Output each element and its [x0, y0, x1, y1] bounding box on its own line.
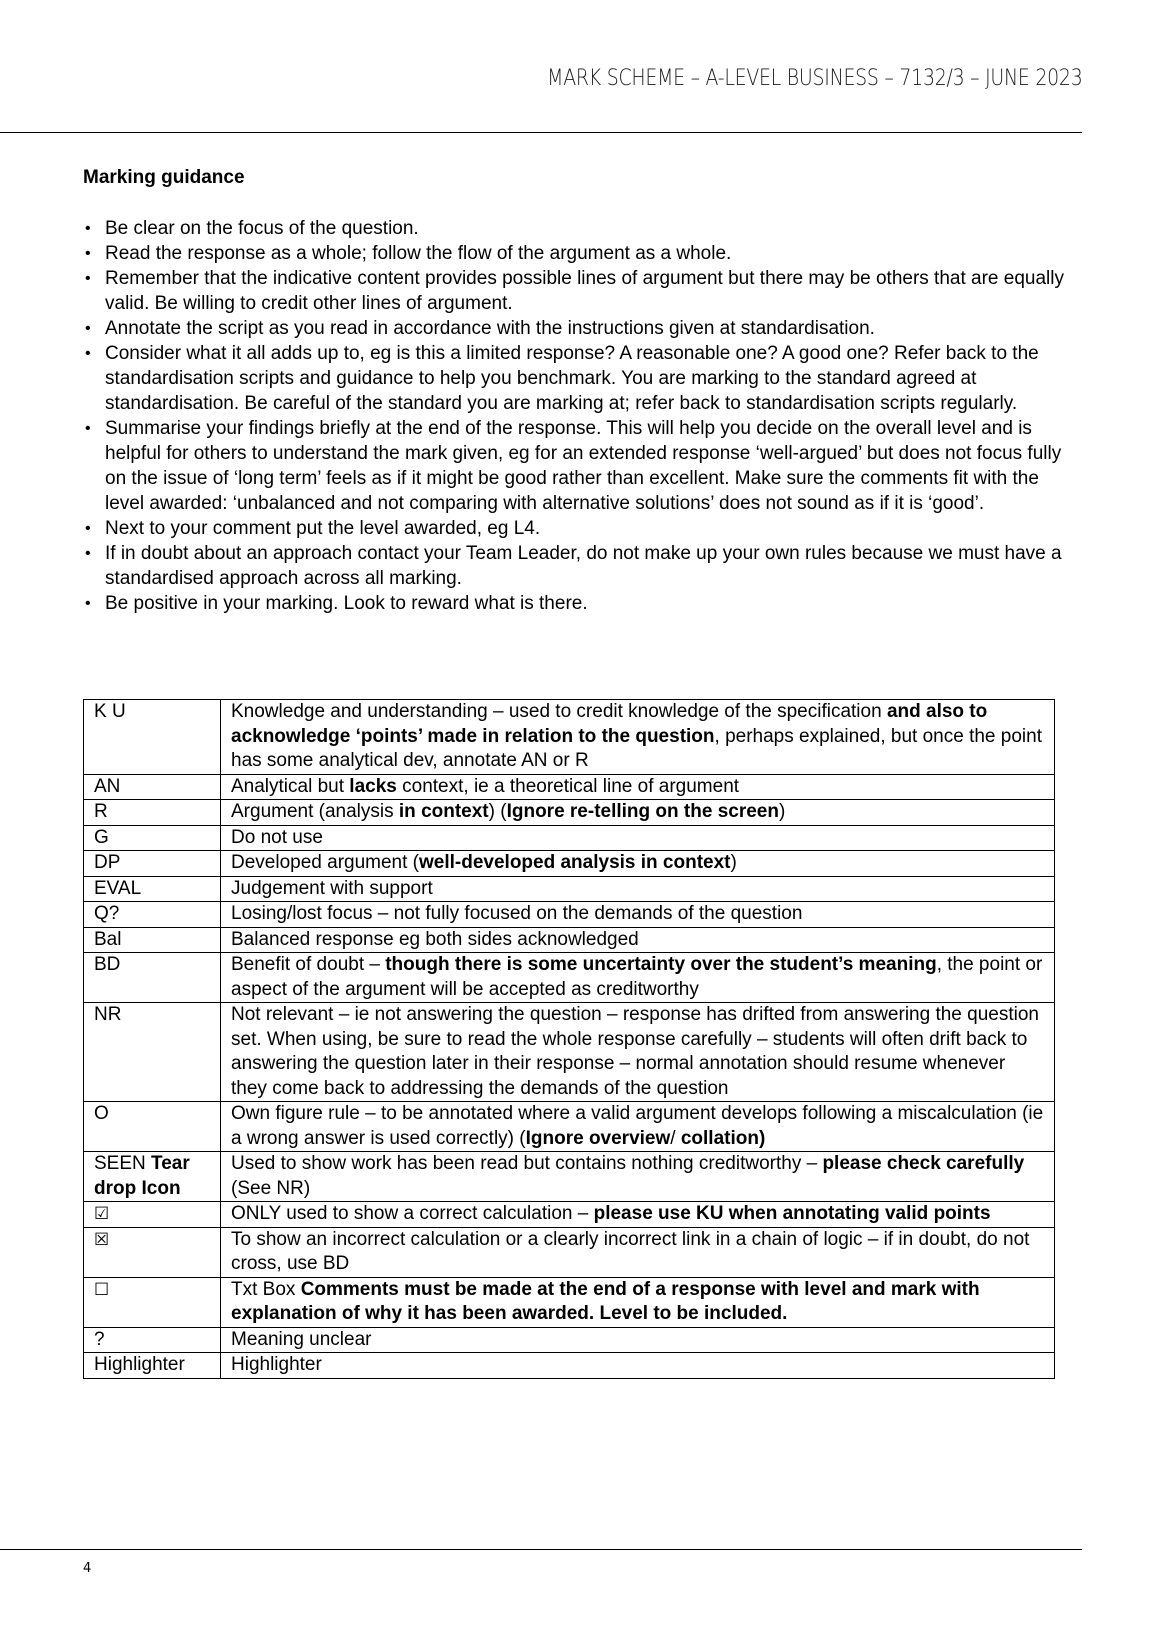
table-row [84, 1327, 1055, 1353]
annotation-code: BD [84, 953, 221, 1003]
bullet-icon: • [85, 220, 91, 237]
table-row [84, 953, 1055, 1003]
annotation-code [84, 1227, 221, 1277]
table-row [84, 1277, 1055, 1327]
table-row [84, 1003, 1055, 1102]
annotation-code: NR [84, 1003, 221, 1102]
annotation-description: To show an incorrect calculation or a clearly incorrect link in a chain of logic – if in doubt, do not cross, use BD [221, 1227, 1055, 1277]
table-row [84, 927, 1055, 953]
table-row [84, 876, 1055, 902]
guidance-item: • Be positive in your marking. Look to reward what is there. [85, 593, 588, 614]
guidance-item: • Next to your comment put the level awarded, eg L4. [85, 518, 541, 539]
annotation-code [84, 1202, 221, 1228]
cross-box-icon: ☒ [94, 1229, 110, 1250]
bullet-icon: • [85, 270, 91, 287]
annotation-description: Do not use [221, 825, 1055, 851]
annotation-code: AN [84, 774, 221, 800]
annotation-code: EVAL [84, 876, 221, 902]
section-title: Marking guidance [83, 167, 245, 188]
bullet-icon: • [85, 345, 91, 362]
annotation-code: ? [84, 1327, 221, 1353]
annotation-description: ONLY used to show a correct calculation – please use KU when annotating valid points [221, 1202, 1055, 1228]
annotation-description: Developed argument (well-developed analysis in context) [221, 851, 1055, 877]
annotation-description: Own figure rule – to be annotated where a valid argument develops following a miscalculation (ie a wrong answer is used correctly) (Ignore overview/ collation) [221, 1102, 1055, 1152]
bullet-icon: • [85, 520, 91, 537]
bullet-icon: • [85, 595, 91, 612]
annotation-code: Bal [84, 927, 221, 953]
bullet-icon: • [85, 245, 91, 262]
annotation-description: Highlighter [221, 1353, 1055, 1379]
annotation-code: G [84, 825, 221, 851]
running-header: MARK SCHEME – A-LEVEL BUSINESS – 7132/3 – JUNE 2023 [546, 66, 1082, 91]
annotation-description: Used to show work has been read but contains nothing creditworthy – please check carefully (See NR) [221, 1152, 1055, 1202]
guidance-item: • Summarise your findings briefly at the end of the response. This will help you decide on the overall level and is helpful for others to understand the mark given, eg for an extended response ‘well-argued’ but does not focus fully on the issue of ‘long term’ feels as if it might be good rather than excellent. Make sure the comments fit with the level awarded: ‘unbalanced and not comparing with alternative solutions’ does not sound as if it is ‘good’. [85, 418, 1062, 514]
guidance-item: • Be clear on the focus of the question. [85, 218, 419, 239]
table-row [84, 1227, 1055, 1277]
empty-box-icon: ☐ [94, 1279, 110, 1300]
annotation-code: O [84, 1102, 221, 1152]
table-row [84, 1353, 1055, 1379]
annotation-description: Judgement with support [221, 876, 1055, 902]
table-row [84, 1202, 1055, 1228]
annotation-description: Losing/lost focus – not fully focused on the demands of the question [221, 902, 1055, 928]
annotation-description: Benefit of doubt – though there is some uncertainty over the student’s meaning, the point or aspect of the argument will be accepted as creditworthy [221, 953, 1055, 1003]
annotation-code: SEEN Tear drop Icon [84, 1152, 221, 1202]
page-number: 4 [83, 1561, 92, 1576]
table-row [84, 1102, 1055, 1152]
annotation-code: Q? [84, 902, 221, 928]
bullet-icon: • [85, 420, 91, 437]
guidance-item: • Annotate the script as you read in accordance with the instructions given at standardisation. [85, 318, 875, 339]
annotation-code [84, 1277, 221, 1327]
table-row [84, 774, 1055, 800]
annotation-description: Not relevant – ie not answering the question – response has drifted from answering the question set. When using, be sure to read the whole response carefully – students will often drift back to answering the question later in their response – normal annotation should resume whenever they come back to addressing the demands of the question [221, 1003, 1055, 1102]
annotation-description: Txt Box Comments must be made at the end of a response with level and mark with explanation of why it has been awarded. Level to be included. [221, 1277, 1055, 1327]
annotation-table [83, 699, 1055, 1379]
annotation-description: Knowledge and understanding – used to credit knowledge of the specification and also to acknowledge ‘points’ made in relation to the question, perhaps explained, but once the point has some analytical dev, annotate AN or R [221, 700, 1055, 775]
table-row [84, 1152, 1055, 1202]
annotation-code: Highlighter [84, 1353, 221, 1379]
annotation-code: R [84, 800, 221, 826]
annotation-description: Balanced response eg both sides acknowledged [221, 927, 1055, 953]
table-row [84, 825, 1055, 851]
annotation-description: Meaning unclear [221, 1327, 1055, 1353]
table-row [84, 700, 1055, 775]
annotation-description: Analytical but lacks context, ie a theoretical line of argument [221, 774, 1055, 800]
guidance-item: • Remember that the indicative content provides possible lines of argument but there may be others that are equally valid. Be willing to credit other lines of argument. [85, 268, 1064, 314]
table-row [84, 800, 1055, 826]
guidance-item: • If in doubt about an approach contact your Team Leader, do not make up your own rules because we must have a standardised approach across all marking. [85, 543, 1062, 589]
bullet-icon: • [85, 320, 91, 337]
guidance-list [83, 216, 1083, 616]
annotation-code: K U [84, 700, 221, 775]
table-row [84, 851, 1055, 877]
annotation-code: DP [84, 851, 221, 877]
tick-box-icon: ☑ [94, 1204, 110, 1224]
annotation-description: Argument (analysis in context) (Ignore re-telling on the screen) [221, 800, 1055, 826]
header-divider [0, 132, 1082, 133]
table-row [84, 902, 1055, 928]
footer-divider [0, 1549, 1082, 1550]
guidance-item: • Consider what it all adds up to, eg is this a limited response? A reasonable one? A good one? Refer back to the standardisation scripts and guidance to help you benchmark. You are marking to the standard agreed at standardisation. Be careful of the standard you are marking at; refer back to standardisation scripts regularly. [85, 343, 1039, 414]
guidance-item: • Read the response as a whole; follow the flow of the argument as a whole. [85, 243, 732, 264]
bullet-icon: • [85, 545, 91, 562]
